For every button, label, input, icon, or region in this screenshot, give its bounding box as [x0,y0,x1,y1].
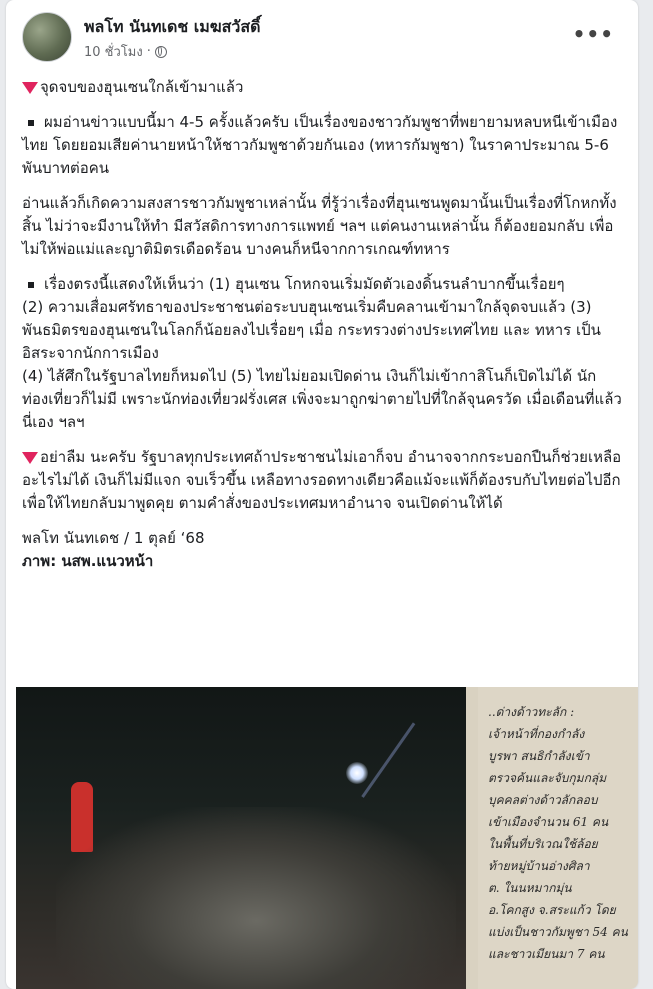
post-body [22,76,622,585]
seated-crowd [56,807,456,989]
caption-line: ตรวจค้นและจับกุมกลุ่ม [488,771,607,785]
post-meta [84,41,167,62]
more-options-button[interactable]: ••• [572,22,614,46]
caption-line: เจ้าหน้าที่กองกำลัง [488,727,585,741]
author-name[interactable]: พลโท นันทเดช เมฆสวัสดิ์ [84,17,261,36]
post-paragraph-4 [22,273,622,296]
signature: พลโท นันทเดช / 1 ตุลย์ ‘68 [22,529,205,547]
post-photo[interactable] [16,687,638,989]
caption-line: ท้ายหมู่บ้านอ่างศิลา [488,859,590,873]
post-paragraph-1 [22,76,622,99]
post-time[interactable]: 10 ชั่วโมง [84,45,143,60]
paragraph-text: อย่าลืม นะครับ รัฐบาลทุกประเทศถ้าประชาชนไม่เอาก็จบ อำนาจจากกระบอกปืนก็ช่วยเหลืออะไรไม่ได้ เงินก็ไม่มีแจก จบเร็วขึ้น เหลือทางรอดทางเดียวคือแม้จะแพ้ก็ต้องรบกับไทยต่อไปอีก เพื่อให้ไทยกลับมาพูดคุย ตามคำสั่งของประเทศมหาอำนาจ จนเปิดด่านให้ได้ [22,448,622,512]
caption-line: บูรพา สนธิกำลังเข้า [488,749,590,763]
post-paragraph-5 [22,446,622,515]
avatar[interactable] [22,12,72,62]
meta-separator: · [146,44,151,59]
newspaper-caption [478,687,638,989]
globe-icon[interactable] [155,46,167,58]
post-headline: จุดจบของฮุนเซนใกล้เข้ามาแล้ว [40,78,244,96]
newspaper-photo [16,687,466,989]
bullet-square-icon [28,120,34,126]
light-beam [361,722,415,797]
post-paragraph-4b: (2) ความเสื่อมศรัทธาของประชาชนต่อระบบฮุนเซนเริ่มคืบคลานเข้ามาใกล้จุดจบแล้ว (3) พันธมิตรของฮุนเซนในโลกก็น้อยลงไปเรื่อยๆ เมื่อ กระทรวงต่างประเทศไทย และ ทหาร เป็นอิสระจากนักการเมือง [22,298,601,362]
caption-line: ในพื้นที่บริเวณใช้ล้อย [488,837,598,851]
caption-line: แบ่งเป็นชาวกัมพูชา 54 คน [488,925,628,939]
post-paragraph-2 [22,111,622,180]
caption-line: และชาวเมียนมา 7 คน [488,947,605,961]
post-paragraph-4c: (4) ไส้ศึกในรัฐบาลไทยก็หมดไป (5) ไทยไม่ยอมเปิดด่าน เงินก็ไม่เข้ากาสิโนก็เปิดไม่ได้ นักท่องเที่ยวก็ไม่มี เพราะนักท่องเที่ยวฝรั่งเศส เพิ่งจะมาถูกฆ่าตายไปที่ใกล้จุนครวัด เมื่อเดือนที่แล้วนี่เอง ฯลฯ [22,367,622,431]
post-header [22,12,622,64]
caption-line: เข้าเมืองจำนวน 61 คน [488,815,609,829]
paragraph-text: เรื่องตรงนี้แสดงให้เห็นว่า (1) ฮุนเซน โกหกจนเริ่มมัดตัวเองดิ้นรนลำบากขึ้นเรื่อยๆ [44,275,565,293]
caption-line: ..ด่างด้าวทะลัก : [488,705,575,719]
post-paragraph-3: อ่านแล้วก็เกิดความสงสารชาวกัมพูชาเหล่านั้น ที่รู้ว่าเรื่องที่ฮุนเซนพูดมานั้นเป็นเรื่องที่โกหกทั้งสิ้น ไม่ว่าจะมีงานให้ทำ มีสวัสดิการทางการแพทย์ ฯลฯ แต่คนงานเหล่านั้น ก็ต้องยอมกลับ เพื่อไม่ให้พ่อแม่และญาติมิตรเดือดร้อน บางคนก็หนีจากการเกณฑ์ทหาร [22,194,617,258]
caption-line: อ.โคกสูง จ.สระแก้ว โดย [488,903,616,917]
photo-credit: ภาพ: นสพ.แนวหน้า [22,552,154,570]
facebook-post-card [6,0,638,989]
lamp-light [346,762,368,784]
red-triangle-icon [22,82,38,94]
caption-line: บุคคลต่างด้าวลักลอบ [488,793,598,807]
bullet-square-icon [28,282,34,288]
caption-line: ต. ในนหมากมุ่น [488,881,572,895]
paragraph-text: ผมอ่านข่าวแบบนี้มา 4-5 ครั้งแล้วครับ เป็นเรื่องของชาวกัมพูชาที่พยายามหลบหนีเข้าเมืองไทย โดยยอมเสียค่านายหน้าให้ชาวกัมพูชาด้วยกันเอง (ทหารกัมพูชา) ในราคาประมาณ 5-6 พันบาทต่อคน [22,113,618,177]
red-triangle-icon [22,452,38,464]
